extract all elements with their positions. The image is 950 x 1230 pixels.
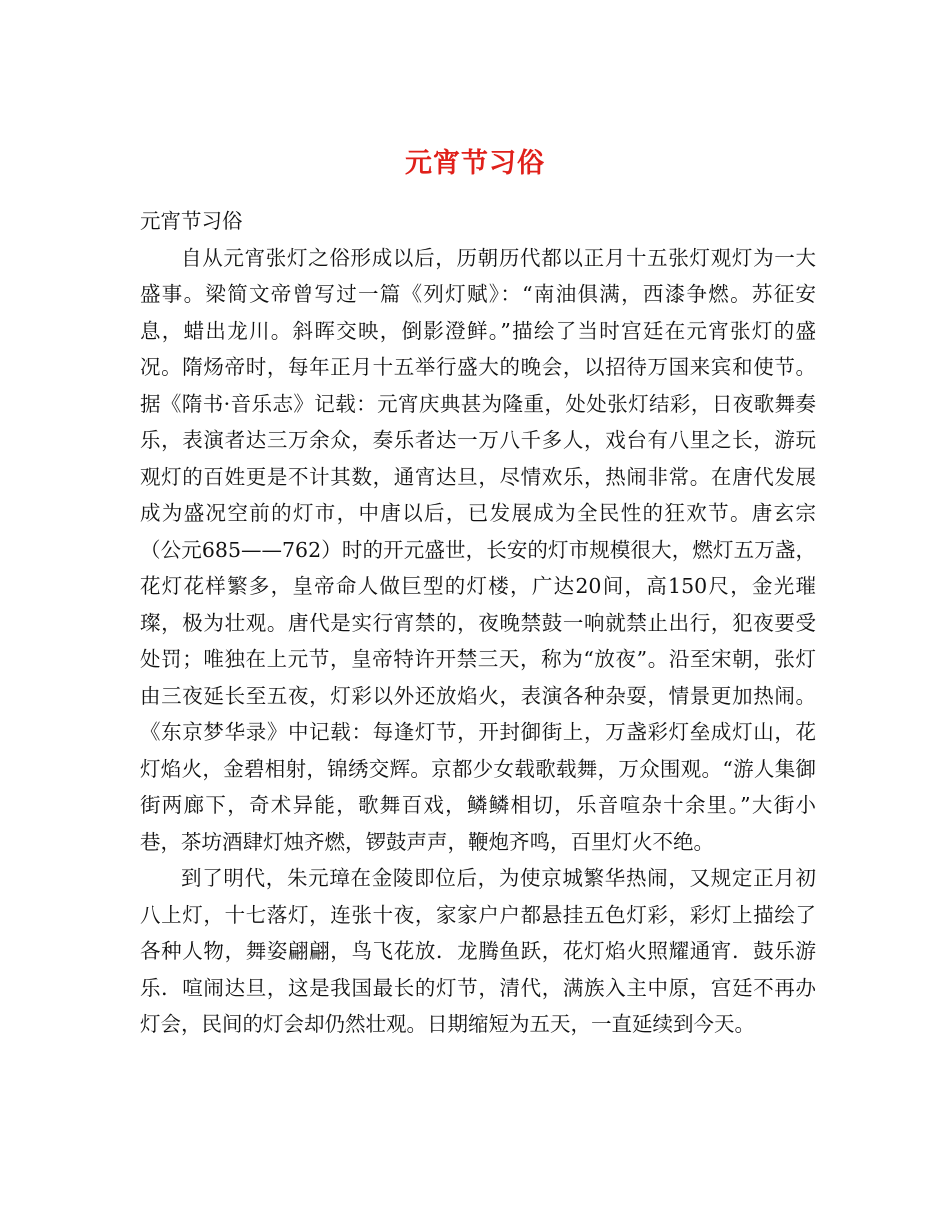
page-title: 元宵节习俗 xyxy=(405,148,545,180)
section-heading: 元宵节习俗 xyxy=(140,209,243,233)
paragraph: 到了明代，朱元璋在金陵即位后，为使京城繁华热闹，又规定正月初八上灯，十七落灯，连张十夜，家家户户都悬挂五色灯彩，彩灯上描绘了各种人物，舞姿翩翩，鸟飞花放．龙腾鱼跃，花灯焰火照耀通宵．鼓乐游乐．喧闹达旦，这是我国最长的灯节，清代，满族入主中原，宫廷不再办灯会，民间的灯会却仍然壮观。日期缩短为五天，一直延续到今天。 xyxy=(140,866,816,1036)
document-body xyxy=(140,203,816,1043)
paragraph: 自从元宵张灯之俗形成以后，历朝历代都以正月十五张灯观灯为一大盛事。梁简文帝曾写过一篇《列灯赋》：“南油俱满，西漆争燃。苏征安息，蜡出龙川。斜晖交映，倒影澄鲜。”描绘了当时宫廷在元宵张灯的盛况。隋炀帝时，每年正月十五举行盛大的晚会，以招待万国来宾和使节。据《隋书·音乐志》记载：元宵庆典甚为隆重，处处张灯结彩，日夜歌舞奏乐，表演者达三万余众，奏乐者达一万八千多人，戏台有八里之长，游玩观灯的百姓更是不计其数，通宵达旦，尽情欢乐，热闹非常。在唐代发展成为盛况空前的灯市，中唐以后，已发展成为全民性的狂欢节。唐玄宗（公元685——762）时的开元盛世，长安的灯市规模很大，燃灯五万盏，花灯花样繁多，皇帝命人做巨型的灯楼，广达20间，高150尺，金光璀璨，极为壮观。唐代是实行宵禁的，夜晚禁鼓一响就禁止出行，犯夜要受处罚；唯独在上元节，皇帝特许开禁三天，称为“放夜”。沿至宋朝，张灯由三夜延长至五夜，灯彩以外还放焰火，表演各种杂耍，情景更加热闹。《东京梦华录》中记载：每逢灯节，开封御街上，万盏彩灯垒成灯山，花灯焰火，金碧相射，锦绣交辉。京都少女载歌载舞，万众围观。“游人集御街两廊下，奇术异能，歌舞百戏，鳞鳞相切，乐音喧杂十余里。”大街小巷，茶坊酒肆灯烛齐燃，锣鼓声声，鞭炮齐鸣，百里灯火不绝。 xyxy=(140,245,816,854)
